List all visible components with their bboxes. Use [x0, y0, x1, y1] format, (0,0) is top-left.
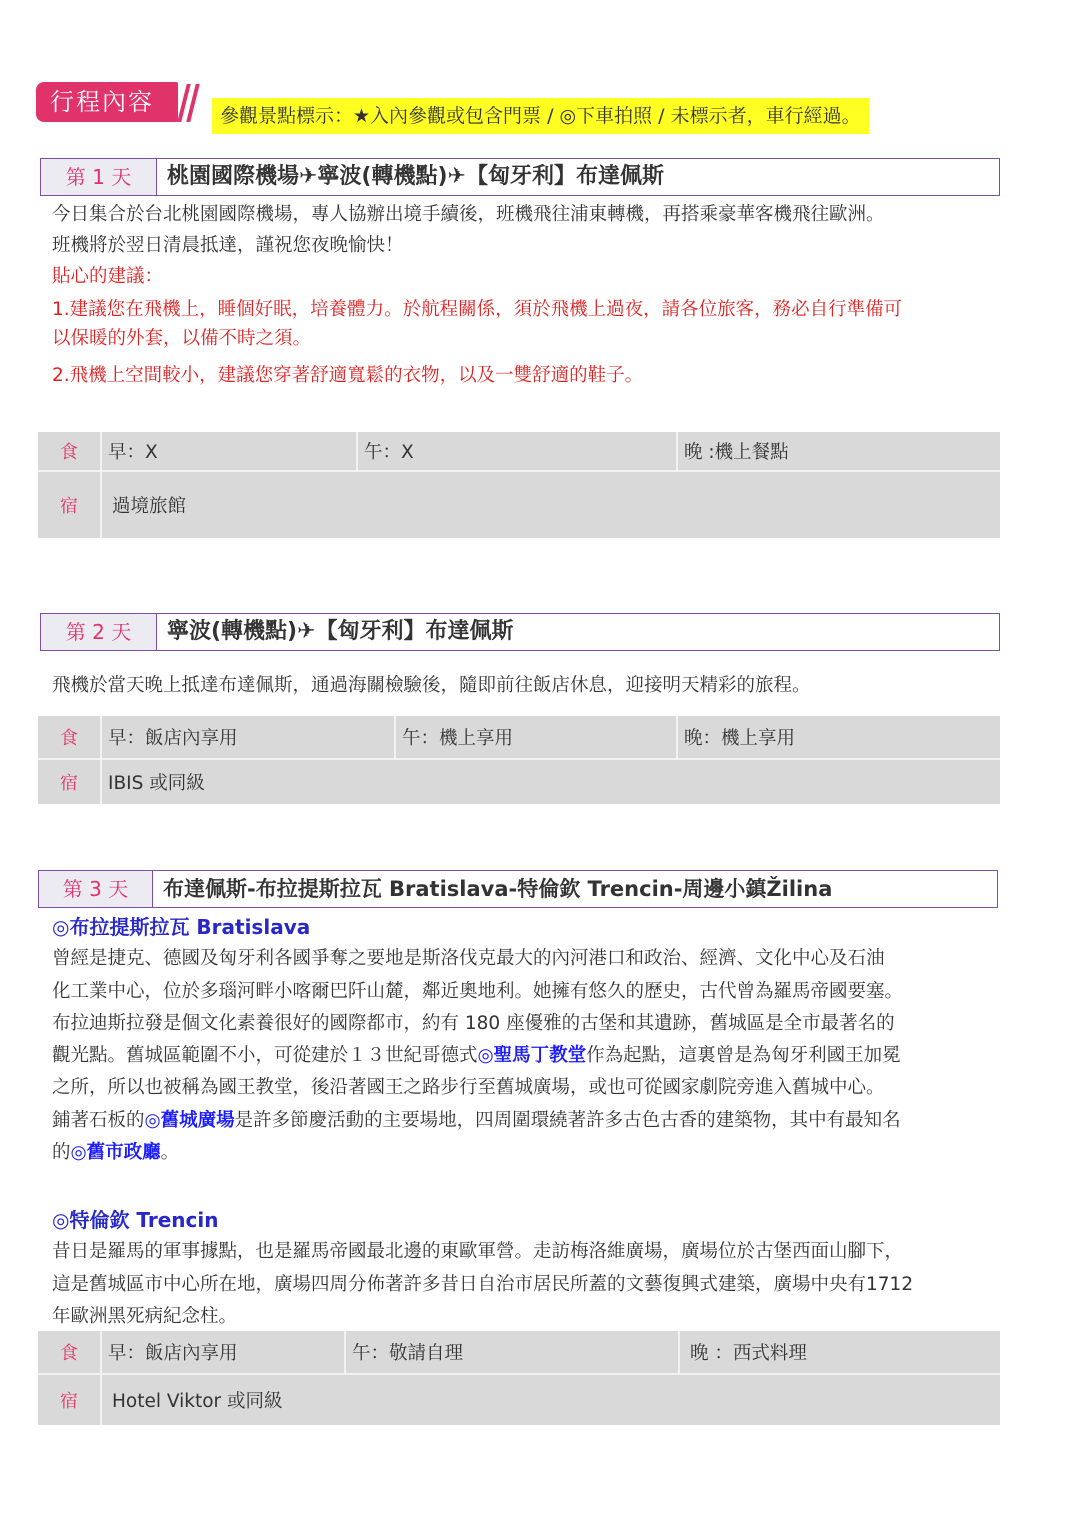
- day-2-intro: 飛機於當天晚上抵達布達佩斯，通過海關檢驗後，隨即前往飯店休息，迎接明天精彩的旅程。: [52, 675, 811, 696]
- day-3-header: [38, 870, 998, 908]
- day-1-meals-table: [38, 432, 1000, 538]
- stay-label: 宿: [38, 760, 102, 804]
- meal-label: 食: [38, 1331, 102, 1373]
- meal-row: [38, 716, 1000, 760]
- stay-row: [38, 1375, 1000, 1425]
- day-2-header: [40, 613, 1000, 651]
- meal-label: 食: [38, 432, 102, 470]
- attraction-legend: 參觀景點標示：★入內參觀或包含門票 / ◎下車拍照 / 未標示者，車行經過。: [212, 98, 869, 134]
- meal-label: 食: [38, 716, 102, 758]
- dinner-cell: 晚：機上享用: [684, 728, 796, 749]
- spot-old-town-square: ◎舊城廣場: [144, 1109, 235, 1131]
- slash-decoration-icon: [178, 84, 200, 124]
- lunch-cell: 午：X: [358, 432, 678, 470]
- day-label: 第 3 天: [39, 871, 153, 907]
- dinner-cell: 晚 ：西式料理: [690, 1343, 807, 1364]
- day-3-meals-table: [38, 1331, 1000, 1425]
- day-1-header: [40, 158, 1000, 196]
- day-3-trencin-section: ◎特倫欽 Trencin 昔日是羅馬的軍事據點，也是羅馬帝國最北邊的東歐軍營。走訪梅洛維廣場，廣場位於古堡西面山腳下， 這是舊城區市中心所在地，廣場四周分佈著許多昔日自治市居民所蓋的文藝復興式建築，廣場中央有1712 年歐洲黑死病紀念柱。: [52, 1204, 1042, 1333]
- tips-title: 貼心的建議：: [52, 266, 164, 287]
- day-title: 布達佩斯-布拉提斯拉瓦 Bratislava-特倫欽 Trencin-周邊小鎮Žilina: [163, 877, 833, 901]
- spot-title-bratislava: ◎布拉提斯拉瓦 Bratislava: [52, 915, 311, 939]
- lunch-cell: 午：敬請自理: [346, 1331, 680, 1373]
- spot-title-trencin: ◎特倫欽 Trencin: [52, 1208, 219, 1232]
- day-title: 桃園國際機場✈寧波(轉機點)✈【匈牙利】布達佩斯: [167, 164, 664, 189]
- day-title: 寧波(轉機點)✈【匈牙利】布達佩斯: [167, 619, 514, 644]
- hotel-cell: 過境旅館: [112, 496, 187, 517]
- day-2-meals-table: [38, 716, 1000, 804]
- meal-row: [38, 1331, 1000, 1375]
- breakfast-cell: 早：X: [102, 432, 358, 470]
- hotel-cell: IBIS 或同級: [108, 773, 205, 794]
- spot-old-town-hall: ◎舊市政廳: [70, 1142, 161, 1164]
- lunch-cell: 午：機上享用: [396, 716, 678, 758]
- stay-row: [38, 472, 1000, 538]
- spot-st-martin-cathedral: ◎聖馬丁教堂: [477, 1045, 587, 1067]
- day-1-intro: 今日集合於台北桃園國際機場，專人協辦出境手續後，班機飛往浦東轉機，再搭乘豪華客機飛往歐洲。 班機將於翌日清晨抵達，謹祝您夜晚愉快！ 貼心的建議：: [52, 199, 1042, 292]
- dinner-cell: 晚 :機上餐點: [684, 442, 789, 463]
- day-label: 第 2 天: [41, 614, 157, 650]
- itinerary-section-tag: 行程內容: [36, 82, 178, 122]
- hotel-cell: Hotel Viktor 或同級: [112, 1391, 283, 1412]
- day-label: 第 1 天: [41, 159, 157, 195]
- day-3-bratislava-section: ◎布拉提斯拉瓦 Bratislava 曾經是捷克、德國及匈牙利各國爭奪之要地是斯洛伐克最大的內河港口和政治、經濟、文化中心及石油 化工業中心，位於多瑙河畔小喀爾巴阡山麓，鄰近奧地利。她擁有悠久的歷史，古代曾為羅馬帝國要塞。 布拉迪斯拉發是個文化素養很好的國際都市，約有 180 座優雅的古堡和其遺跡，舊城區是全市最著名的 觀光點。舊城區範圍不小，可從建於１３世紀哥德式◎聖馬丁教堂作為起點，這裏曾是為匈牙利國王加冕 之所，所以也被稱為國王教堂，後沿著國王之路步行至舊城廣場，或也可從國家劇院旁進入舊城中心。 鋪著石板的◎舊城廣場是許多節慶活動的主要場地，四周圍環繞著許多古色古香的建築物，其中有最知名 的◎舊市政廳。: [52, 911, 1042, 1169]
- stay-label: 宿: [38, 1375, 102, 1425]
- breakfast-cell: 早：飯店內享用: [102, 1331, 346, 1373]
- breakfast-cell: 早：飯店內享用: [102, 716, 396, 758]
- meal-row: [38, 432, 1000, 472]
- day-1-tips: 1.建議您在飛機上，睡個好眠，培養體力。於航程關係，須於飛機上過夜，請各位旅客，務必自行準備可 以保暖的外套，以備不時之須。 2.飛機上空間較小，建議您穿著舒適寬鬆的衣物，以及一雙舒適的鞋子。: [52, 299, 903, 386]
- stay-row: [38, 760, 1000, 804]
- stay-label: 宿: [38, 472, 102, 538]
